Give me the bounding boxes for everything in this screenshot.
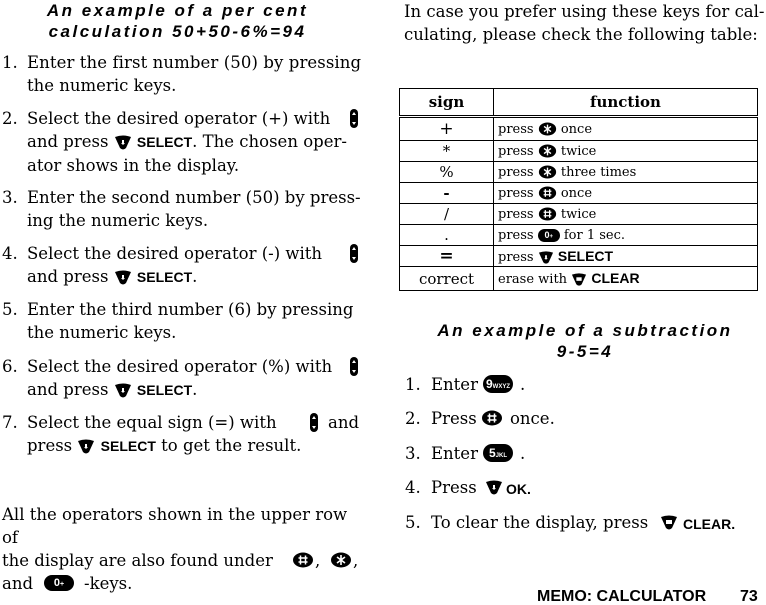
step-number: 2. [2,109,18,128]
star-key-icon [538,144,557,158]
select-key-icon [114,134,132,151]
note-text: the display are also found under [2,551,273,570]
step-text: Enter [431,444,478,463]
clear-label: CLEAR [591,270,640,286]
step-text: . [520,375,526,394]
sub-step-3 [405,442,755,466]
step-7 [2,411,362,457]
table-row [400,162,758,183]
step-text: Enter the second number (50) by press- [27,188,361,207]
table-header-sign: sign [400,89,494,117]
clear-key-icon [660,514,678,531]
zero-key-icon: 0+ [538,229,560,242]
step-6 [2,355,362,401]
note-text: All the operators shown in the upper row of [2,505,348,547]
nine-key-icon: 9WXYZ [483,375,513,393]
star-key-icon [538,122,557,136]
step-text: Select the desired operator (+) with [27,109,331,128]
star-key-icon [538,165,557,179]
function-text: press [498,206,534,222]
step-number: 5. [2,300,18,319]
table-row [400,117,758,141]
star-key-icon [330,552,352,568]
step-text: To clear the display, press [431,513,649,532]
select-label: SELECT [100,438,156,454]
table-row [400,246,758,267]
step-number: 1. [405,375,421,394]
step-text: ing the numeric keys. [27,211,209,230]
function-text: press [498,143,534,159]
table-row [400,204,758,225]
sign-cell: - [400,183,494,204]
function-text: press [498,227,534,243]
step-text: to get the result. [161,436,302,455]
step-number: 4. [405,478,421,497]
function-text: press [498,249,534,265]
heading-line-2: 9-5=4 [556,342,614,361]
step-number: 1. [2,53,18,72]
page-number: 73 [740,588,758,605]
up-down-key-icon [349,109,359,128]
footer-title: MEMO: CALCULATOR [537,588,707,605]
step-text: press [27,436,73,455]
function-text: twice [560,206,597,222]
step-text: Enter the third number (6) by pressing [27,300,354,319]
step-2 [2,107,362,177]
step-text: once. [510,409,555,428]
note-text: and [2,574,34,593]
hash-key-icon [538,207,557,221]
step-number: 6. [2,357,18,376]
clear-label: CLEAR. [683,516,736,532]
step-text: . The chosen oper- [192,132,347,151]
step-3 [2,186,362,232]
select-key-icon [77,438,95,455]
section-heading-percent [0,0,355,42]
table-row [400,183,758,204]
step-text: Press [431,478,477,497]
step-number: 4. [2,244,18,263]
step-number: 7. [2,413,18,432]
step-1 [2,51,362,97]
step-5 [2,298,362,344]
select-label: SELECT [557,247,614,264]
table-intro [404,0,766,46]
sign-cell: . [400,225,494,246]
ok-label: OK. [506,481,531,497]
function-text: press [498,185,534,201]
step-number: 3. [2,188,18,207]
table-row [400,267,758,291]
sign-cell: % [400,162,494,183]
step-number: 5. [405,513,421,532]
step-text: and [328,413,360,432]
up-down-key-icon [349,357,359,376]
step-text: Press [431,409,477,428]
select-label: SELECT [136,134,193,150]
step-text: the numeric keys. [27,323,177,342]
clear-key-icon [571,272,587,287]
function-text: for 1 sec. [563,227,626,243]
heading-line-2: calculation 50+50-6%=94 [48,22,307,41]
function-text: erase with [498,272,568,287]
step-number: 2. [405,409,421,428]
ok-key-icon [485,479,503,496]
select-label: SELECT [136,269,193,285]
sub-step-1 [405,373,755,397]
step-text: Select the desired operator (-) with [27,244,323,263]
up-down-key-icon [349,244,359,263]
sign-cell: + [400,117,494,141]
sub-step-5 [405,511,763,535]
function-text: three times [560,164,637,180]
select-key-icon [114,269,132,286]
step-text: . [192,380,198,399]
sign-cell: / [400,204,494,225]
hash-key-icon [481,410,503,426]
function-text: press [498,164,534,180]
step-text: . [520,444,526,463]
up-down-key-icon [309,413,319,432]
intro-text: In case you prefer using these keys for cal- [404,2,765,21]
hash-key-icon [292,552,314,568]
select-label: SELECT [136,382,193,398]
step-text: and press [27,380,109,399]
select-key-icon [538,250,554,265]
step-text: Select the desired operator (%) with [27,357,333,376]
table-row [400,141,758,162]
table-header-function: function [494,89,758,117]
step-number: 3. [405,444,421,463]
step-text: and press [27,132,109,151]
heading-line-1: An example of a subtraction [437,321,733,340]
function-text: twice [560,143,597,159]
function-text: press [498,121,534,137]
step-text: Enter the first number (50) by pressing [27,53,362,72]
sub-step-2 [405,407,755,431]
sign-cell: correct [400,267,494,291]
sub-step-4 [405,476,755,500]
zero-key-icon: 0+ [44,575,74,591]
select-key-icon [114,382,132,399]
step-text: Select the equal sign (=) with [27,413,277,432]
sign-cell: = [400,246,494,267]
section-heading-subtraction [404,320,766,362]
step-text: ator shows in the display. [27,156,240,175]
five-key-icon: 5JKL [483,444,513,462]
step-text: and press [27,267,109,286]
function-text: once [560,121,593,137]
operator-table [399,88,758,291]
intro-text: culating, please check the following table: [404,25,758,44]
step-text: the numeric keys. [27,76,177,95]
heading-line-1: An example of a per cent [46,1,309,20]
operators-note: All the operators shown in the upper row of the display are also found under , , and 0+ -keys. [2,503,366,595]
step-text: . [192,267,198,286]
table-row [400,225,758,246]
sign-cell: * [400,141,494,162]
step-text: Enter [431,375,478,394]
hash-key-icon [538,186,557,200]
function-text: once [560,185,593,201]
step-4 [2,242,362,288]
note-text: -keys. [84,574,133,593]
